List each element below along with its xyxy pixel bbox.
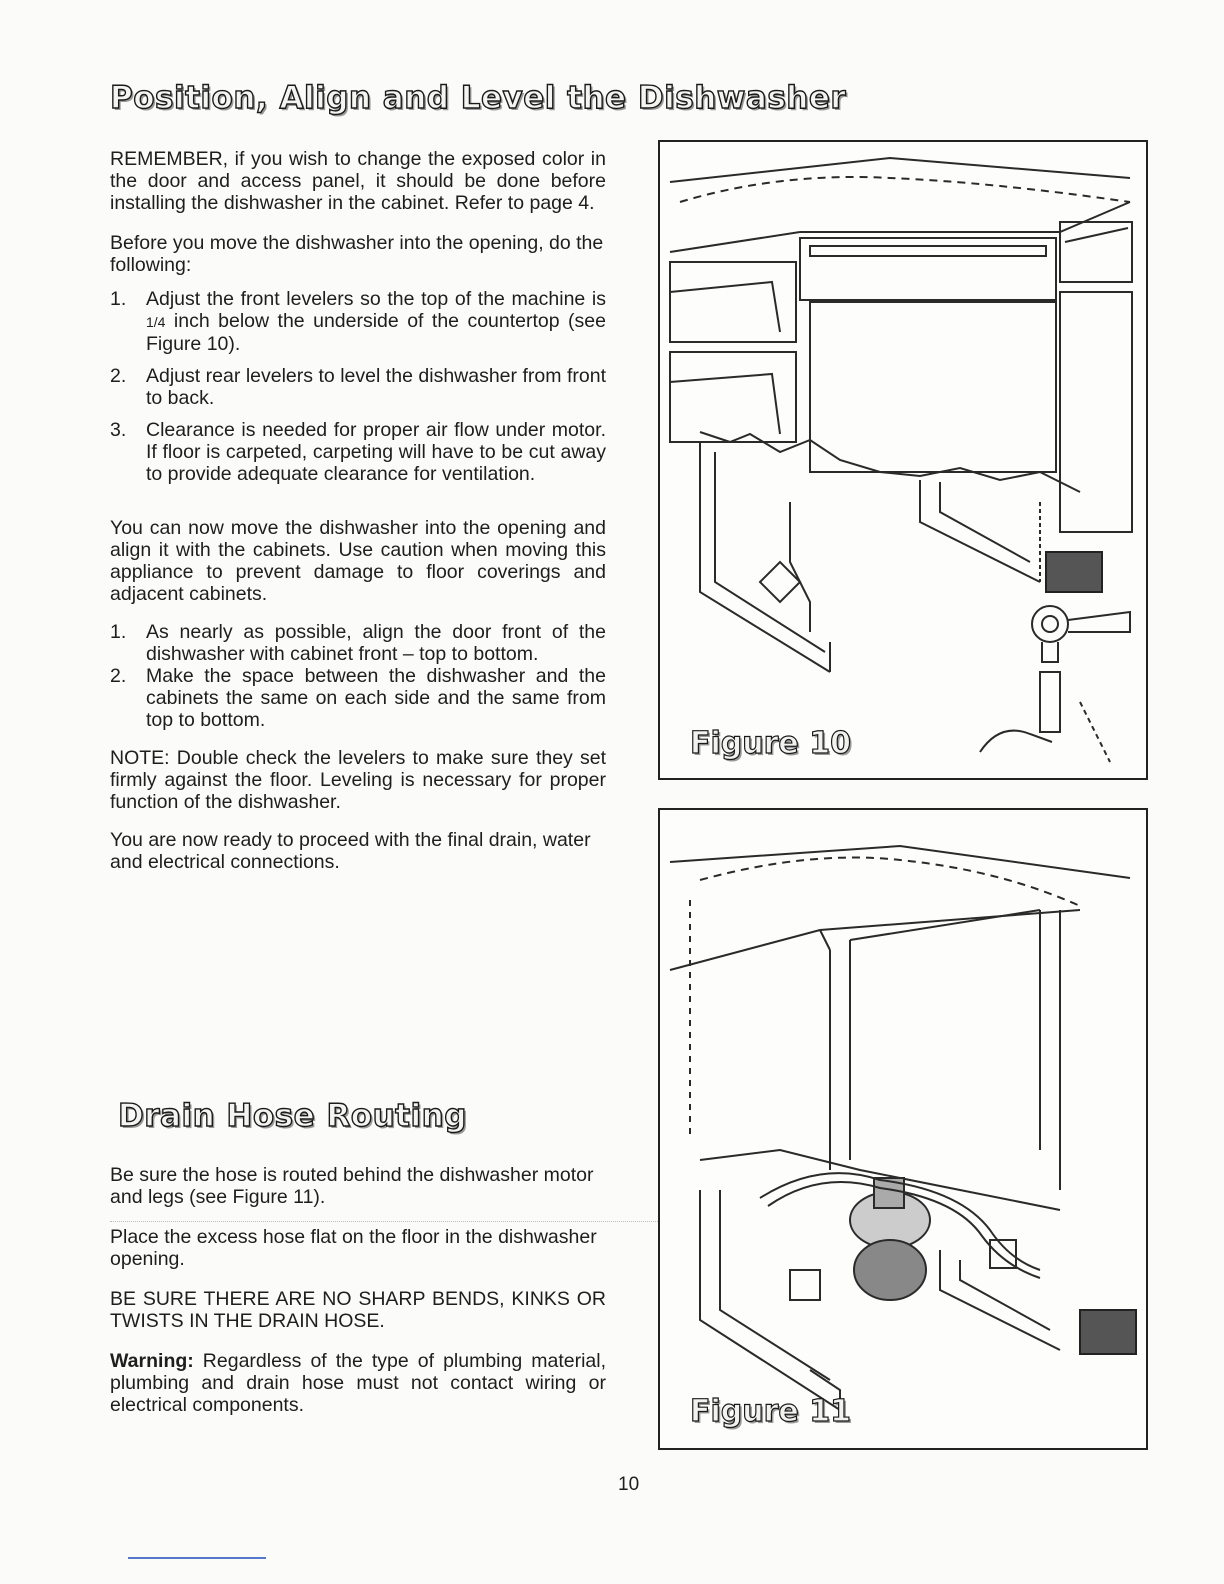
page-number: 10 xyxy=(618,1474,640,1495)
list-text: Adjust rear levelers to level the dishwasher from front to back. xyxy=(146,365,606,409)
intro-paragraph: REMEMBER, if you wish to change the exposed color in the door and access panel, it should be done before installing the dishwasher in the cabinet. Refer to page 4. xyxy=(110,148,606,214)
warning-text: Regardless of the type of plumbing material, plumbing and drain hose must not contact wiring or electrical components. xyxy=(110,1350,606,1416)
section-title-position-align-level: Position, Align and Level the Dishwasher xyxy=(110,80,847,116)
dishwasher-cabinet-drawing xyxy=(660,142,1146,778)
hose-route-paragraph: Be sure the hose is routed behind the dishwasher motor and legs (see Figure 11). xyxy=(110,1164,594,1208)
list-number: 2. xyxy=(110,365,127,387)
list-number: 1. xyxy=(110,621,127,643)
figure-10-label: Figure 10 xyxy=(690,726,851,761)
move-paragraph: You can now move the dishwasher into the opening and align it with the cabinets. Use caution when moving this appliance to prevent damage to floor coverings and adjacent cabinets. xyxy=(110,517,606,605)
section-title-drain-hose-routing: Drain Hose Routing xyxy=(118,1098,467,1134)
list-text: inch below the underside of the countertop (see Figure 10). xyxy=(146,310,606,355)
note-paragraph: NOTE: Double check the levelers to make sure they set firmly against the floor. Leveling is necessary for proper function of the dishwasher. xyxy=(110,747,606,813)
footer-line xyxy=(128,1557,266,1559)
no-bends-paragraph: BE SURE THERE ARE NO SHARP BENDS, KINKS OR TWISTS IN THE DRAIN HOSE. xyxy=(110,1288,606,1332)
drain-hose-drawing xyxy=(660,810,1146,1448)
figure-10-leveling-illustration xyxy=(658,140,1148,780)
align-steps-list xyxy=(110,621,606,731)
figure-11-drain-hose-illustration xyxy=(658,808,1148,1450)
list-text: As nearly as possible, align the door front of the dishwasher with cabinet front – top to bottom. xyxy=(146,621,606,665)
list-text: Adjust the front levelers so the top of the machine is xyxy=(146,288,606,310)
hose-flat-paragraph: Place the excess hose flat on the floor in the dishwasher opening. xyxy=(110,1226,597,1270)
warning-paragraph xyxy=(110,1350,606,1416)
warning-label: Warning: xyxy=(110,1350,194,1372)
list-number: 3. xyxy=(110,419,127,441)
list-item xyxy=(110,288,606,355)
figure-11-label: Figure 11 xyxy=(690,1394,851,1429)
list-number: 1. xyxy=(110,288,127,310)
leveling-steps-list xyxy=(110,288,606,485)
left-column-section2 xyxy=(110,1164,606,1416)
list-number: 2. xyxy=(110,665,127,687)
list-item xyxy=(110,665,606,731)
list-item xyxy=(110,621,606,665)
list-item xyxy=(110,365,606,409)
list-text: Clearance is needed for proper air flow under motor. If floor is carpeted, carpeting will have to be cut away to provide adequate clearance for ventilation. xyxy=(146,419,606,485)
before-paragraph: Before you move the dishwasher into the opening, do the following: xyxy=(110,232,604,276)
list-item xyxy=(110,419,606,485)
list-text: Make the space between the dishwasher and the cabinets the same on each side and the same from top to bottom. xyxy=(146,665,606,731)
left-column-section1 xyxy=(110,148,606,873)
ready-paragraph: You are now ready to proceed with the final drain, water and electrical connections. xyxy=(110,829,591,873)
fraction: 1/4 xyxy=(146,314,166,330)
